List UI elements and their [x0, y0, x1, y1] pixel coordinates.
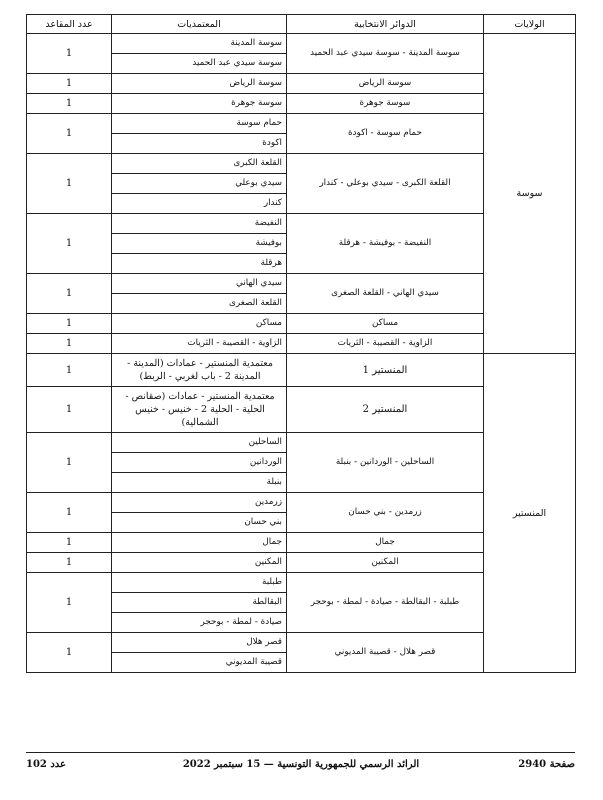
district-name: الزاوية - القصيبة - الثريات	[287, 334, 484, 354]
mutamadiya-item: بني حسان	[244, 517, 282, 527]
mutamadiyat-cell	[112, 334, 287, 354]
mutamadiya-item: الزاوية - القصيبة - الثريات	[187, 338, 282, 348]
district-name: سوسة المدينة - سوسة سيدي عبد الحميد	[287, 34, 484, 74]
wilaya-cell	[484, 34, 576, 354]
seat-count: 1	[27, 387, 112, 433]
mutamadiyat-cell	[112, 94, 287, 114]
district-name: سيدي الهاني - القلعة الصغرى	[287, 274, 484, 314]
mutamadiyat-cell	[112, 354, 287, 387]
mutamadiya-item: مساكن	[255, 318, 282, 328]
seat-count: 1	[27, 493, 112, 533]
seat-count: 1	[27, 274, 112, 314]
mutamadiya-item: الوردانين	[112, 453, 286, 473]
mutamadiya-item: زرمدين	[112, 493, 286, 513]
district-name: حمام سوسة - اكودة	[287, 114, 484, 154]
mutamadiya-item: بنبلة	[266, 477, 282, 487]
district-name: سوسة الرياض	[287, 74, 484, 94]
mutamadiya-text: معتمدية المنستير - عمادات (المدينة - المدينة 2 - باب لغربي - الربط)	[127, 358, 273, 382]
district-name: المنستير 1	[287, 354, 484, 387]
district-name: مساكن	[287, 314, 484, 334]
table-header-row	[27, 15, 576, 34]
seat-count: 1	[27, 154, 112, 214]
seat-count: 1	[27, 354, 112, 387]
district-name: المنستير 2	[287, 387, 484, 433]
mutamadiyat-cell	[112, 553, 287, 573]
mutamadiyat-cell	[112, 274, 287, 314]
wilaya-name: سوسة	[516, 188, 543, 199]
mutamadiya-item: بوفيشة	[112, 234, 286, 254]
wilaya-name: المنستير	[512, 507, 547, 519]
seat-count: 1	[27, 553, 112, 573]
issue-number: عدد 102	[26, 759, 67, 770]
district-name: جمال	[287, 533, 484, 553]
header-dawair: الدوائر الانتخابية	[287, 15, 484, 34]
seat-count: 1	[27, 74, 112, 94]
district-name: القلعة الكبرى - سيدي بوعلي - كندار	[287, 154, 484, 214]
district-name: زرمدين - بني حسان	[287, 493, 484, 533]
mutamadiya-item: سوسة سيدي عبد الحميد	[192, 58, 282, 68]
seat-count: 1	[27, 573, 112, 633]
mutamadiyat-cell	[112, 533, 287, 553]
seat-count: 1	[27, 334, 112, 354]
seat-count: 1	[27, 633, 112, 673]
mutamadiyat-cell	[112, 314, 287, 334]
mutamadiya-item: الساحلين	[112, 433, 286, 453]
page-number: صفحة 2940	[518, 759, 575, 770]
district-name: النفيضة - بوفيشة - هرقلة	[287, 214, 484, 274]
mutamadiya-item: طبلبة	[112, 573, 286, 593]
seat-count: 1	[27, 314, 112, 334]
mutamadiya-item: قصر هلال	[112, 633, 286, 653]
table-row	[27, 34, 576, 74]
mutamadiya-item: سوسة الرياض	[229, 78, 282, 88]
district-name: سوسة جوهرة	[287, 94, 484, 114]
mutamadiyat-cell	[112, 633, 287, 673]
mutamadiya-item: اكودة	[262, 138, 282, 148]
mutamadiyat-cell	[112, 34, 287, 74]
mutamadiya-item: البقالطة	[112, 593, 286, 613]
mutamadiya-item: حمام سوسة	[112, 114, 286, 134]
mutamadiya-item: القلعة الكبرى	[112, 154, 286, 174]
seat-count: 1	[27, 433, 112, 493]
seat-count: 1	[27, 114, 112, 154]
seat-count: 1	[27, 94, 112, 114]
district-name: طبلبة - البقالطة - صيادة - لمطة - بوحجر	[287, 573, 484, 633]
electoral-districts-table	[26, 14, 576, 673]
mutamadiyat-cell	[112, 114, 287, 154]
mutamadiyat-cell	[112, 433, 287, 493]
mutamadiyat-cell	[112, 493, 287, 533]
mutamadiya-item: قصيبة المديوني	[225, 657, 282, 667]
wilaya-cell	[484, 354, 576, 673]
mutamadiya-item: القلعة الصغرى	[229, 298, 282, 308]
mutamadiya-item: سيدي بوعلي	[112, 174, 286, 194]
district-name: المكنين	[287, 553, 484, 573]
mutamadiya-item: سيدي الهاني	[112, 274, 286, 294]
mutamadiya-item: كندار	[263, 198, 282, 208]
mutamadiya-item: سوسة جوهرة	[231, 98, 282, 108]
mutamadiya-item: المكنين	[254, 557, 282, 567]
mutamadiyat-cell	[112, 154, 287, 214]
page-footer	[26, 752, 575, 779]
mutamadiyat-cell	[112, 573, 287, 633]
table-row	[27, 354, 576, 387]
mutamadiya-item: صيادة - لمطة - بوحجر	[200, 617, 282, 627]
mutamadiya-item: هرقلة	[260, 258, 282, 268]
district-name: الساحلين - الوردانين - بنبلة	[287, 433, 484, 493]
mutamadiya-item: جمال	[262, 537, 282, 547]
seat-count: 1	[27, 533, 112, 553]
gazette-title: الرائد الرسمي للجمهورية التونسية — 15 سبتمبر 2022	[182, 759, 420, 770]
mutamadiya-item: النفيضة	[112, 214, 286, 234]
seat-count: 1	[27, 214, 112, 274]
mutamadiya-item: سوسة المدينة	[112, 34, 286, 54]
district-name: قصر هلال - قصيبة المديوني	[287, 633, 484, 673]
seat-count: 1	[27, 34, 112, 74]
header-wilaya: الولايات	[484, 15, 576, 34]
header-mutamadiyat: المعتمديات	[112, 15, 287, 34]
mutamadiyat-cell	[112, 387, 287, 433]
header-seats: عدد المقاعد	[27, 15, 112, 34]
mutamadiya-text: معتمدية المنستير - عمادات (صقانص - الحلية - الحلية 2 - خنيس - خنيس الشمالية)	[125, 391, 275, 428]
mutamadiyat-cell	[112, 214, 287, 274]
mutamadiyat-cell	[112, 74, 287, 94]
table-body	[27, 34, 576, 673]
